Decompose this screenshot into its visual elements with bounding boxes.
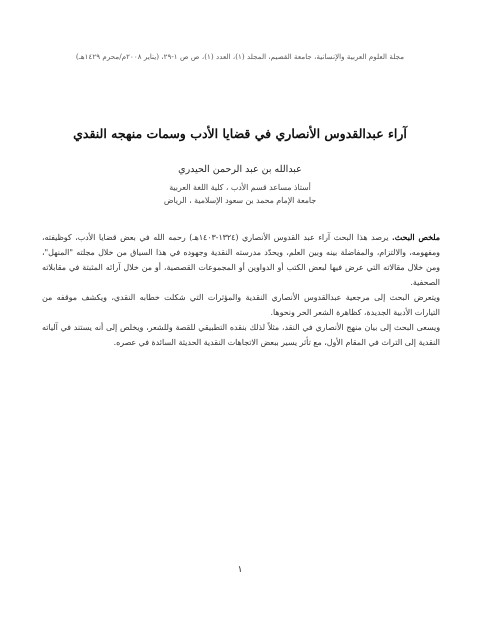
abstract [42,230,440,350]
article-title: آراء عبدالقدوس الأنصاري في قضايا الأدب وسمات منهجه النقدي [73,126,407,141]
author-name: عبدالله بن عبد الرحمن الحيدري [178,164,302,175]
journal-header: مجلة العلوم العربية والإنسانية، جامعة القصيم، المجلد (١)، العدد (١)، ص ص ١-٢٩، (يناير ٢٠٠٨م/محرم ١٤٢٩هـ) [75,52,405,61]
author-affiliation-university: جامعة الإمام محمد بن سعود الإسلامية ، الرياض [163,196,317,205]
author-affiliation-department: أستاذ مساعد قسم الأدب ، كلية اللغة العربية [169,183,311,192]
abstract-paragraph-2: ويتعرض البحث إلى مرجعية عبدالقدوس الأنصاري النقدية والمؤثرات التي شكلت خطابه النقدي، ويكشف موقفه من التيارات الأدبية الجديدة، كظاهرة الشعر الحر ونحوها. [42,293,440,317]
abstract-paragraph-3: ويسعى البحث إلى بيان منهج الأنصاري في النقد، مثلاً لذلك بنقده التطبيقي للقصة وللشعر، ويخلص إلى أنه يستند في آلياته النقدية إلى التراث في المقام الأول، مع تأثر يسير ببعض الاتجاهات النقدية الحديثة السائدة في عصره. [42,323,440,347]
page-number: ١ [237,565,243,575]
abstract-text-1: يرصد هذا البحث آراء عبد القدوس الأنصاري (١٣٢٤-١٤٠٣هـ) رحمه الله في بعض قضايا الأدب، كوظيفته، ومفهومه، والالتزام، والمفاضلة بينه وبين العلم، ويحدّد مدرسته النقدية وجهوده في هذا السياق من خلال مجلته "المنهل"، ومن خلال مقالاته التي عرض فيها لبعض الكتب أو الدواوين أو المجموعات القصصية، أو من خلال آرائه المثبتة في مقابلاته الصحفية. [42,233,440,287]
abstract-paragraph-1 [42,230,440,290]
abstract-label: ملخص البحث. [392,233,441,242]
